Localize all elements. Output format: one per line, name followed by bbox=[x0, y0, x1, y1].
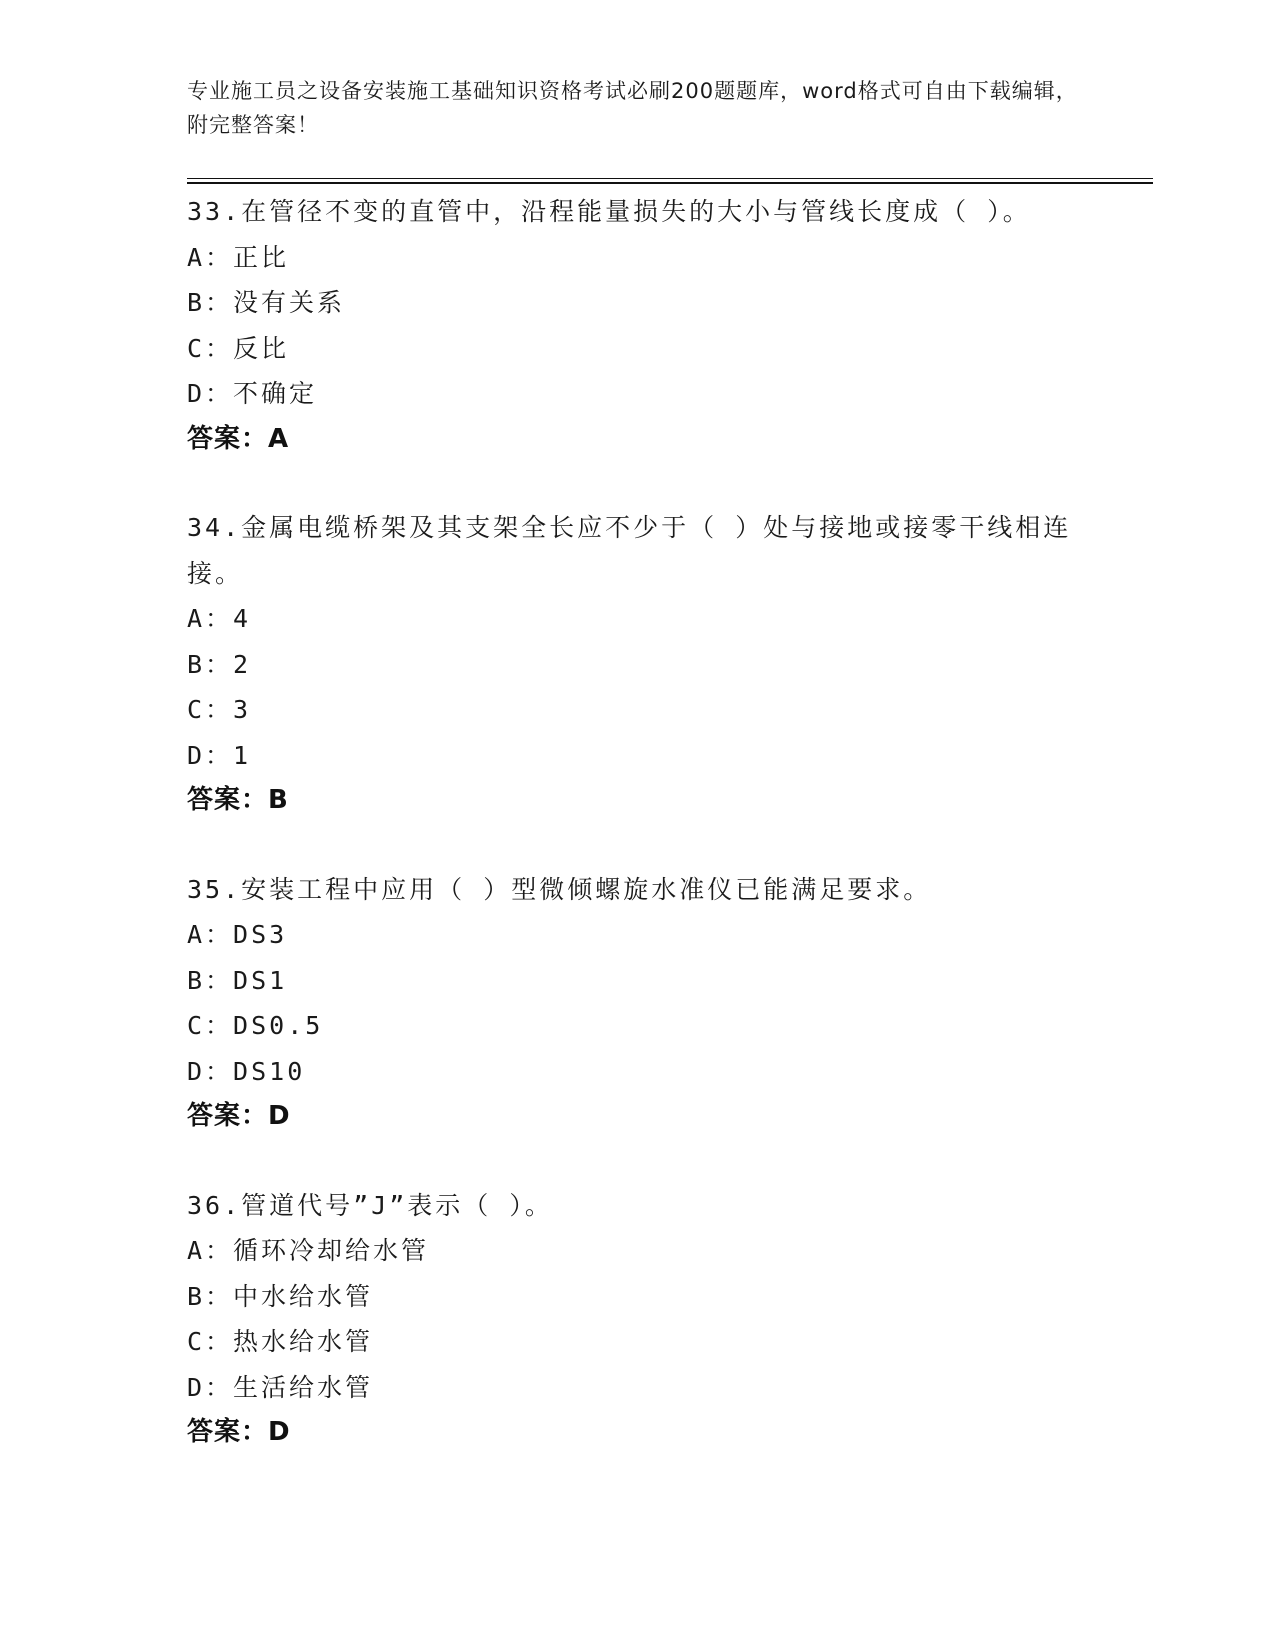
question-33 bbox=[187, 189, 1087, 462]
answer: 答案：B bbox=[187, 785, 289, 815]
option-d: D：1 bbox=[187, 740, 252, 770]
answer: 答案：D bbox=[187, 1101, 291, 1131]
header-divider-thick bbox=[187, 182, 1153, 184]
question-list bbox=[187, 189, 1087, 1499]
question-36 bbox=[187, 1183, 1087, 1456]
option-a: A：DS3 bbox=[187, 920, 288, 949]
answer: 答案：D bbox=[187, 1417, 291, 1447]
option-a: A：循环冷却给水管 bbox=[187, 1236, 430, 1265]
question-34 bbox=[187, 505, 1087, 824]
option-b: B：DS1 bbox=[187, 965, 288, 995]
option-d: D：DS10 bbox=[187, 1056, 306, 1086]
option-c: C：3 bbox=[187, 695, 252, 724]
option-c: C：反比 bbox=[187, 333, 290, 363]
question-stem: 36.管道代号”J”表示（ ）。 bbox=[187, 1190, 553, 1220]
option-d: D：不确定 bbox=[187, 379, 318, 408]
option-b: B：没有关系 bbox=[187, 288, 346, 317]
answer: 答案：A bbox=[187, 423, 290, 454]
option-b: B：2 bbox=[187, 649, 252, 679]
question-stem: 35.安装工程中应用（ ）型微倾螺旋水准仪已能满足要求。 bbox=[187, 874, 932, 904]
header-divider-thin bbox=[187, 178, 1153, 179]
question-stem: 34.金属电缆桥架及其支架全长应不少于（ ）处与接地或接零干线相连接。 bbox=[187, 513, 1072, 588]
document-header: 专业施工员之设备安装施工基础知识资格考试必刷200题题库，word格式可自由下载编辑，附完整答案！ bbox=[187, 79, 1078, 137]
option-a: A：4 bbox=[187, 604, 252, 633]
question-stem: 33.在管径不变的直管中，沿程能量损失的大小与管线长度成（ ）。 bbox=[187, 197, 1031, 226]
option-a: A：正比 bbox=[187, 242, 290, 272]
option-c: C：热水给水管 bbox=[187, 1327, 374, 1356]
option-c: C：DS0.5 bbox=[187, 1011, 324, 1040]
option-d: D：生活给水管 bbox=[187, 1372, 374, 1402]
option-b: B：中水给水管 bbox=[187, 1281, 374, 1311]
question-35 bbox=[187, 867, 1087, 1140]
